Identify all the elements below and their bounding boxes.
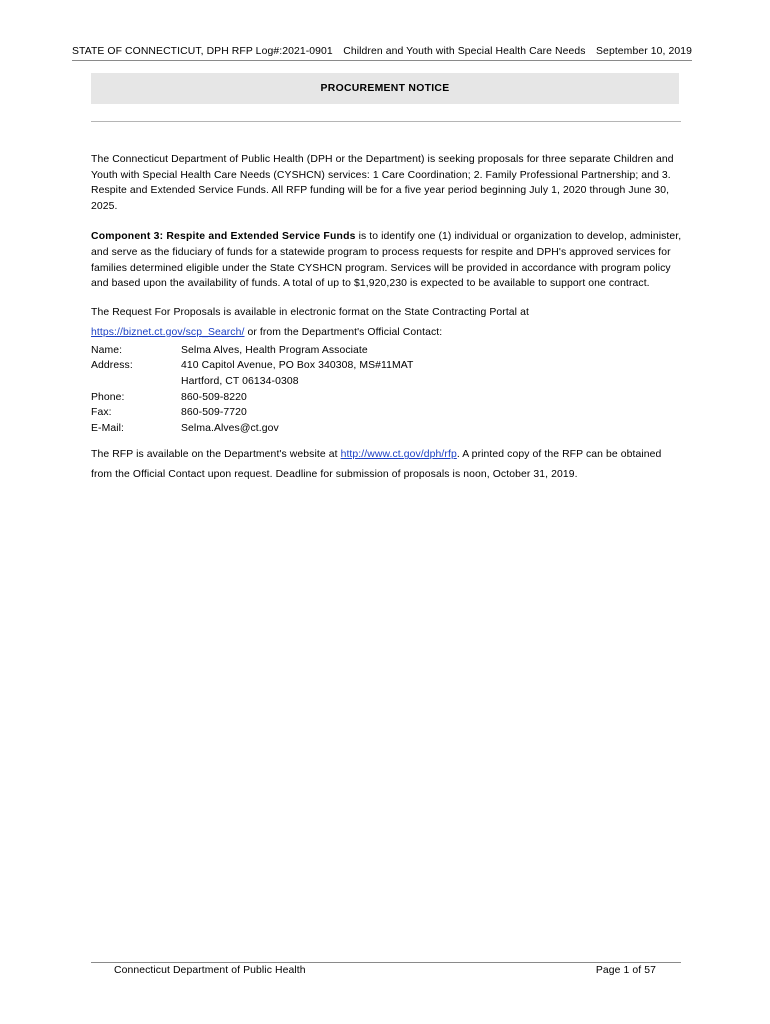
- contact-fax-value: 860-509-7720: [181, 407, 247, 419]
- contact-address-row: [91, 358, 683, 389]
- header-divider: [72, 60, 692, 61]
- intro-paragraph: The Connecticut Department of Public Health (DPH or the Department) is seeking proposals for three separate Children and Youth with Special Health Care Needs (CYSHCN) services: 1 Care Coordination; 2. Family Professional Partnership; and 3. Respite and Extended Service Funds. All RFP funding will be for a five year period beginning July 1, 2020 through June 30, 2025.: [91, 154, 674, 212]
- contact-phone-label: Phone:: [91, 391, 125, 403]
- header-date: September 10, 2019: [596, 46, 692, 57]
- rfp-intro-tail: or from the Department's Official Contact:: [244, 326, 443, 338]
- contact-phone-value: 860-509-8220: [181, 391, 247, 403]
- procurement-notice-banner: [91, 73, 679, 104]
- rfp-availability-paragraph: [91, 303, 683, 343]
- contact-name-label: Name:: [91, 344, 123, 356]
- website-text: The RFP is available on the Department's website at: [91, 449, 341, 461]
- contact-email-label: E-Mail:: [91, 422, 125, 434]
- contact-fax-row: [91, 405, 683, 421]
- contact-address-value: [181, 358, 683, 389]
- notice-title: PROCUREMENT NOTICE: [320, 83, 450, 94]
- footer-page-number: Page 1 of 57: [595, 965, 656, 976]
- banner-divider: [91, 121, 681, 122]
- contact-fax-label: Fax:: [91, 407, 112, 419]
- header-log-number: STATE OF CONNECTICUT, DPH RFP Log#:2021-0901: [72, 46, 333, 57]
- rfp-intro-text: The Request For Proposals is available in electronic format on the State Contracting Portal at: [91, 306, 529, 318]
- contact-address-line2: Hartford, CT 06134-0308: [181, 375, 299, 387]
- contact-email-row: [91, 421, 683, 437]
- contact-name-row: [91, 343, 683, 359]
- contact-address-line1: 410 Capitol Avenue, PO Box 340308, MS#11MAT: [181, 360, 414, 372]
- page-footer: [114, 965, 656, 976]
- notice-body: [91, 152, 683, 485]
- contact-phone-row: [91, 390, 683, 406]
- contact-address-label: Address:: [91, 360, 133, 372]
- component-heading: Component 3: Respite and Extended Service Funds: [91, 231, 356, 243]
- website-paragraph: [91, 445, 683, 485]
- component-description: is to identify one (1) individual or organization to develop, administer, and serve as the fiduciary of funds for a statewide program to process requests for respite and DPH's approved services for families determined eligible under the State CYSHCN program. Services will be provided in accordance with program policy and based upon the availability of funds. A total of up to $1,920,230 is expected to be available to support one contract.: [91, 231, 682, 290]
- footer-department: Connecticut Department of Public Health: [114, 965, 306, 976]
- footer-divider: [91, 962, 681, 963]
- component-paragraph: [91, 229, 683, 291]
- contact-name-value: Selma Alves, Health Program Associate: [181, 344, 368, 356]
- running-header: [72, 46, 692, 57]
- website-tail: . A printed copy of the RFP can be obtained from the Official Contact upon request. Deadline for submission of proposals is noon, October 31, 2019.: [91, 449, 662, 481]
- dph-rfp-website-link[interactable]: http://www.ct.gov/dph/rfp: [340, 449, 457, 461]
- contact-email-value: Selma.Alves@ct.gov: [181, 422, 279, 434]
- state-contracting-portal-link[interactable]: https://biznet.ct.gov/scp_Search/: [91, 326, 245, 338]
- header-program-title: Children and Youth with Special Health Care Needs: [343, 46, 586, 57]
- official-contact-block: [91, 343, 683, 437]
